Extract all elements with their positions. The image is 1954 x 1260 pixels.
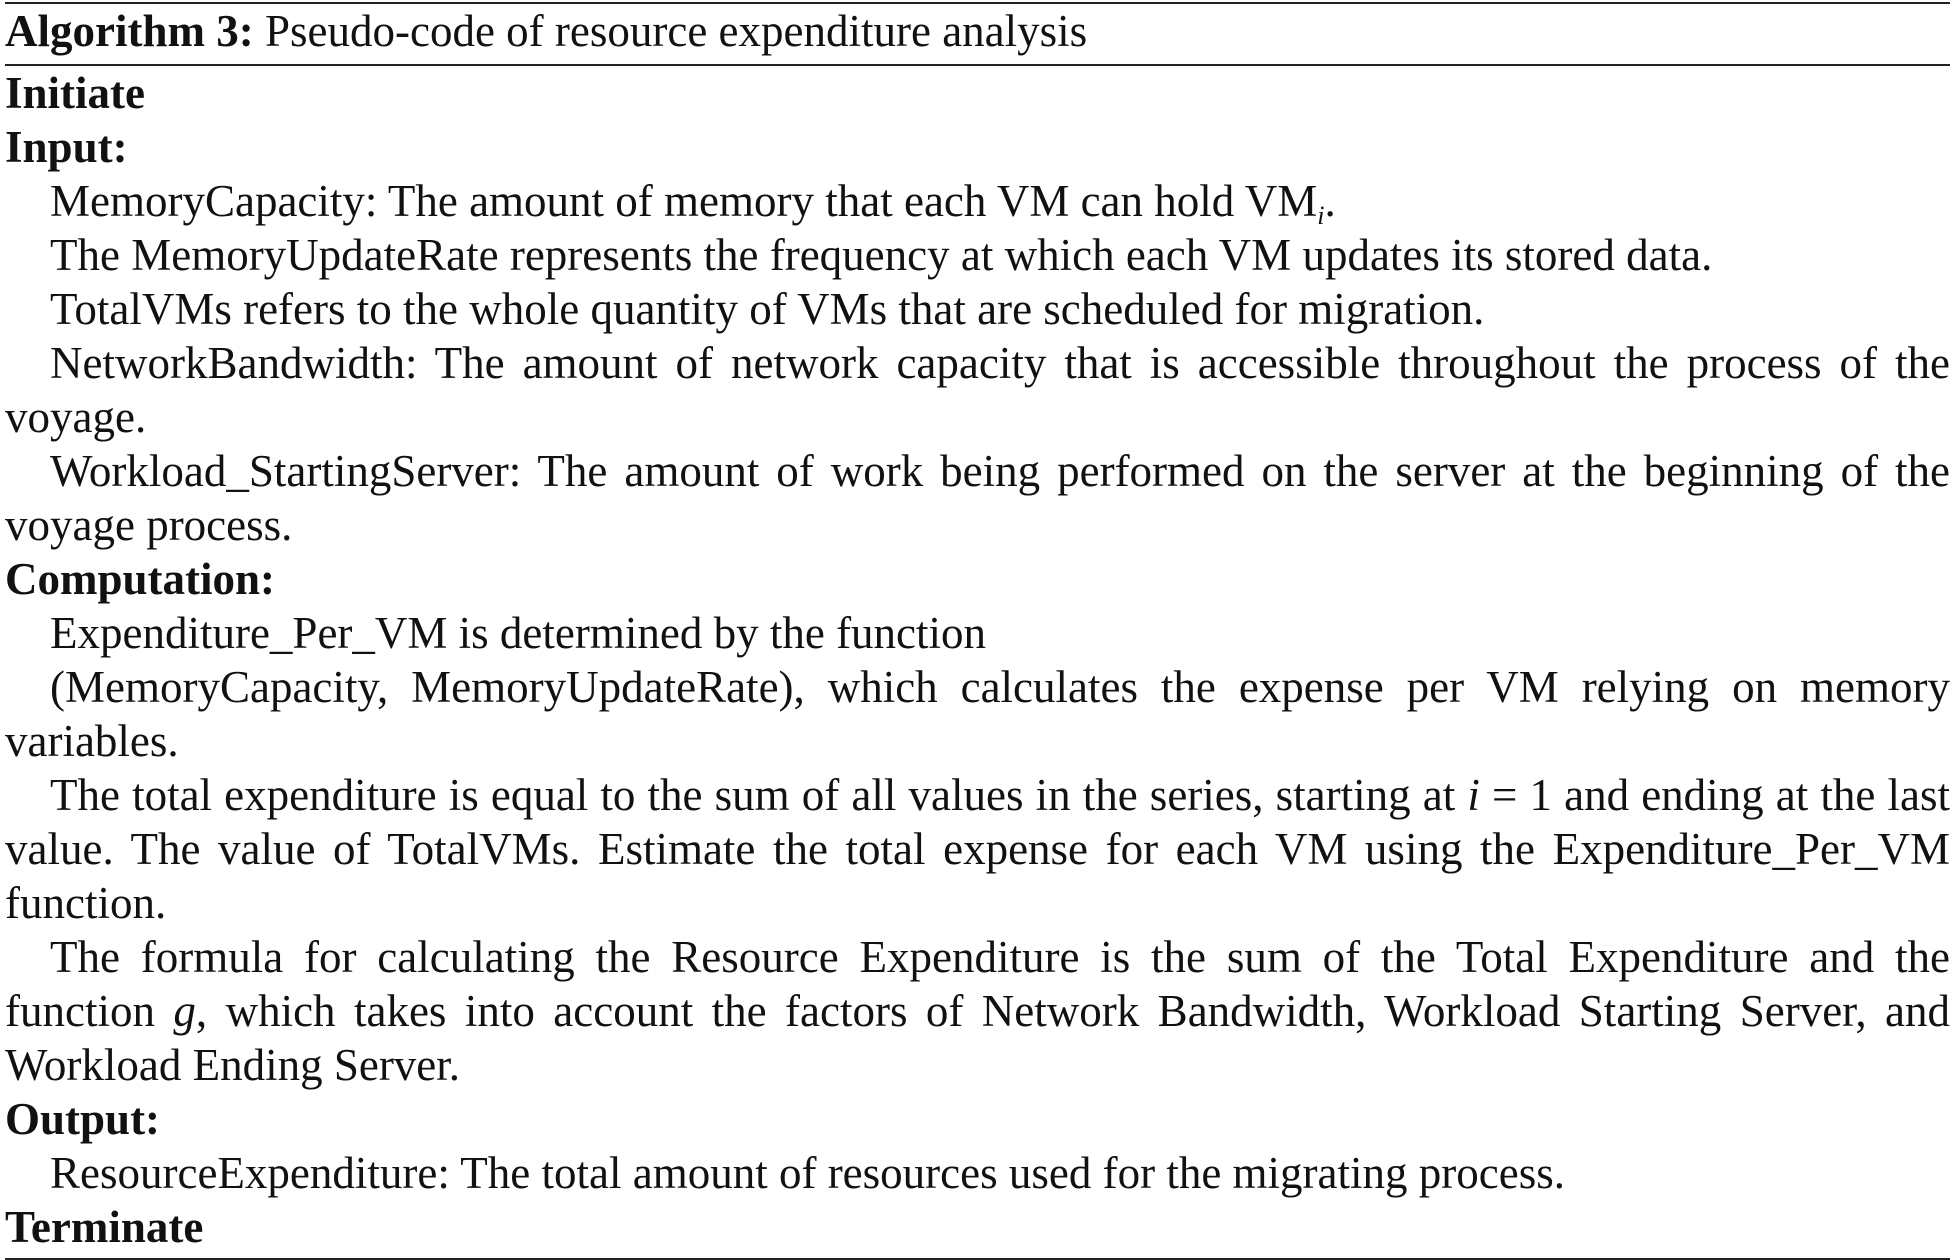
input-workload-starting-server: Workload_StartingServer: The amount of work being performed on the server at the beginning of the voyage process. [5,446,1950,550]
terminate-heading: Terminate [5,1202,204,1252]
computation-resource-expenditure-formula [5,930,1950,1092]
input-total-vms: TotalVMs refers to the whole quantity of VMs that are scheduled for migration. [50,284,1485,334]
total-expenditure-text-end: = 1 and ending at the last value. The value of TotalVMs. Estimate the total expense for each VM using the Expenditure_Per_VM function. [5,770,1950,928]
algorithm-block [5,0,1950,1260]
computation-total-expenditure [5,768,1950,930]
output-heading: Output: [5,1094,161,1144]
computation-expenditure-per-vm: Expenditure_Per_VM is determined by the function [50,608,987,658]
algorithm-label: Algorithm 3: [5,6,254,56]
computation-expenditure-function: (MemoryCapacity, MemoryUpdateRate), which calculates the expense per VM relying on memory variables. [5,662,1950,766]
initiate-heading: Initiate [5,68,145,118]
input-memory-capacity [5,174,1950,228]
algorithm-title: Pseudo-code of resource expenditure analysis [264,6,1088,56]
algorithm-caption [5,4,1950,64]
computation-heading: Computation: [5,554,276,604]
memory-capacity-end: . [1324,176,1336,226]
formula-function-variable: g [173,986,196,1036]
formula-text: The formula for calculating the Resource Expenditure is the sum of the Total Expenditure and the function [5,932,1950,1036]
formula-text-end: , which takes into account the factors of Network Bandwidth, Workload Starting Server, and Workload Ending Server. [5,986,1950,1090]
total-expenditure-index-variable: i [1467,770,1480,820]
input-heading: Input: [5,122,128,172]
output-resource-expenditure: ResourceExpenditure: The total amount of resources used for the migrating process. [50,1148,1565,1198]
total-expenditure-text: The total expenditure is equal to the sum of all values in the series, starting at [50,770,1468,820]
input-network-bandwidth: NetworkBandwidth: The amount of network capacity that is accessible throughout the process of the voyage. [5,338,1950,442]
algorithm-body [5,66,1950,1254]
input-memory-update-rate: The MemoryUpdateRate represents the frequency at which each VM updates its stored data. [50,230,1713,280]
memory-capacity-subscript: i [1317,201,1325,230]
memory-capacity-text: MemoryCapacity: The amount of memory that each VM can hold VM [50,176,1318,226]
